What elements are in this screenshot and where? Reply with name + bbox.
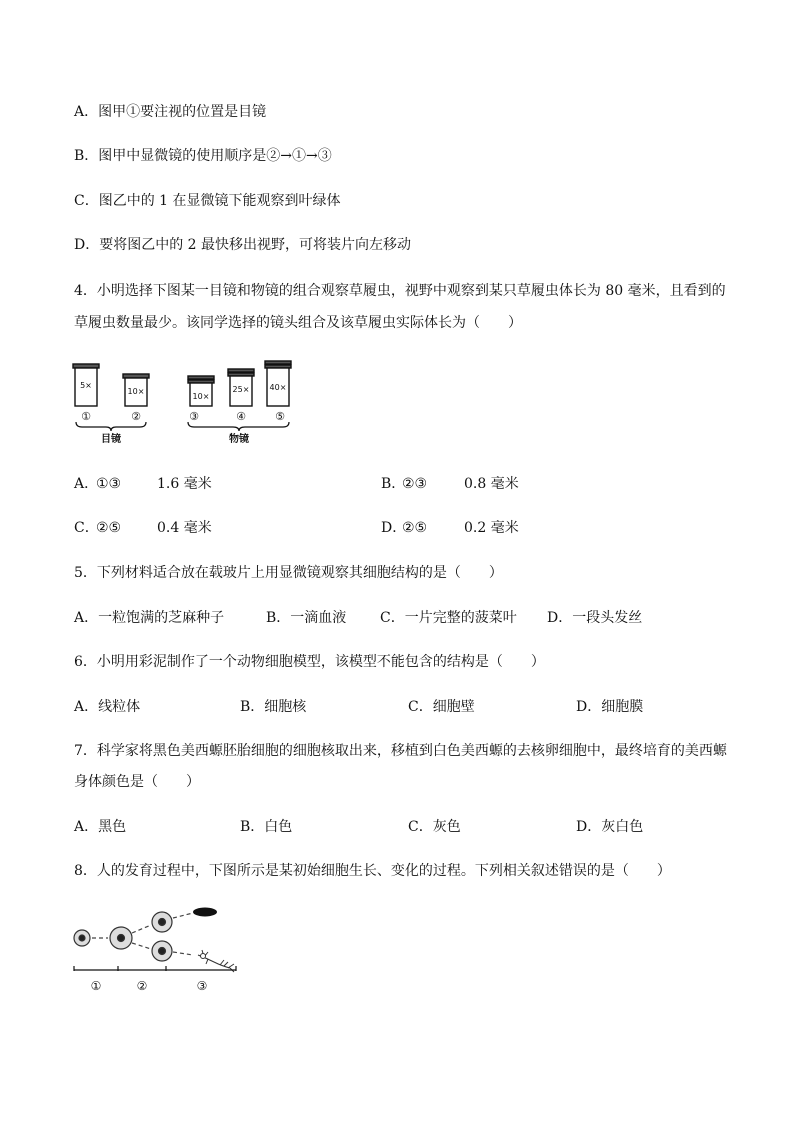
stage-3-label: ③: [196, 979, 208, 993]
q5-option-c: C．一片完整的菠菜叶: [380, 610, 517, 626]
nerve-cell-shape: [198, 950, 234, 972]
eyepiece-brace: [76, 422, 146, 431]
q7-stem-line2: 身体颜色是（ ）: [74, 774, 200, 790]
q4-option-a-combo: ①③: [96, 476, 122, 492]
q6-stem: 6．小明用彩泥制作了一个动物细胞模型，该模型不能包含的结构是（ ）: [74, 654, 545, 670]
q6-option-a: A．线粒体: [74, 699, 141, 715]
microscope-lens-figure: [68, 356, 308, 448]
q3-option-b: B．图甲中显微镜的使用顺序是②→①→③: [74, 148, 332, 164]
q4-stem-line1: 4．小明选择下图某一目镜和物镜的组合观察草履虫，视野中观察到某只草履虫体长为 80 毫米，且看到的: [74, 283, 726, 299]
q7-option-c: C．灰色: [408, 819, 461, 835]
q4-option-c-length: 0.4 毫米: [157, 520, 212, 536]
q7-option-b: B．白色: [240, 819, 293, 835]
q5-option-b: B．一滴血液: [266, 610, 347, 626]
eyepiece-1-num: ①: [81, 410, 91, 423]
stage-2-label: ②: [136, 979, 148, 993]
objective-label: 物镜: [229, 434, 249, 445]
objective-4-mag: 25×: [232, 385, 250, 394]
cell-development-figure: [68, 900, 248, 995]
q5-option-a: A．一粒饱满的芝麻种子: [74, 610, 225, 626]
q4-option-a-letter: A．: [74, 476, 99, 492]
q3-option-a: A．图甲①要注视的位置是目镜: [74, 104, 267, 120]
q6-option-b: B．细胞核: [240, 699, 307, 715]
q7-option-a: A．黑色: [74, 819, 127, 835]
q4-stem-line2: 草履虫数量最少。该同学选择的镜头组合及该草履虫实际体长为（ ）: [74, 315, 522, 331]
objective-4-num: ④: [236, 410, 246, 423]
objective-brace: [188, 422, 289, 431]
q4-option-b-length: 0.8 毫米: [464, 476, 519, 492]
q7-option-d: D．灰白色: [576, 819, 644, 835]
q4-option-b-letter: B．: [381, 476, 406, 492]
q4-option-c-letter: C．: [74, 520, 99, 536]
red-blood-cell-shape: [193, 908, 217, 917]
eyepiece-2-num: ②: [131, 410, 141, 423]
q4-option-d-combo: ②⑤: [402, 520, 428, 536]
q6-option-d: D．细胞膜: [576, 699, 644, 715]
objective-5-mag: 40×: [269, 383, 287, 392]
eyepiece-label: 目镜: [101, 434, 121, 445]
eyepiece-2-mag: 10×: [127, 387, 145, 396]
q4-option-d-length: 0.2 毫米: [464, 520, 519, 536]
q3-option-c: C．图乙中的 1 在显微镜下能观察到叶绿体: [74, 193, 341, 209]
q8-stem: 8．人的发育过程中，下图所示是某初始细胞生长、变化的过程。下列相关叙述错误的是（ ）: [74, 863, 671, 879]
q6-option-c: C．细胞壁: [408, 699, 475, 715]
q4-option-a-length: 1.6 毫米: [157, 476, 212, 492]
objective-3-num: ③: [189, 410, 199, 423]
q4-option-c-combo: ②⑤: [96, 520, 122, 536]
objective-5-num: ⑤: [275, 410, 285, 423]
q4-option-b-combo: ②③: [402, 476, 428, 492]
q4-option-d-letter: D．: [381, 520, 407, 536]
q7-stem-line1: 7．科学家将黑色美西螈胚胎细胞的细胞核取出来，移植到白色美西螈的去核卵细胞中，最终培育的美西螈: [74, 743, 727, 759]
stage-1-label: ①: [90, 979, 102, 993]
objective-3-mag: 10×: [192, 392, 210, 401]
q3-option-d: D．要将图乙中的 2 最快移出视野，可将装片向左移动: [74, 237, 412, 253]
eyepiece-1-mag: 5×: [80, 381, 92, 390]
q5-option-d: D．一段头发丝: [547, 610, 643, 626]
q5-stem: 5．下列材料适合放在载玻片上用显微镜观察其细胞结构的是（ ）: [74, 565, 503, 581]
